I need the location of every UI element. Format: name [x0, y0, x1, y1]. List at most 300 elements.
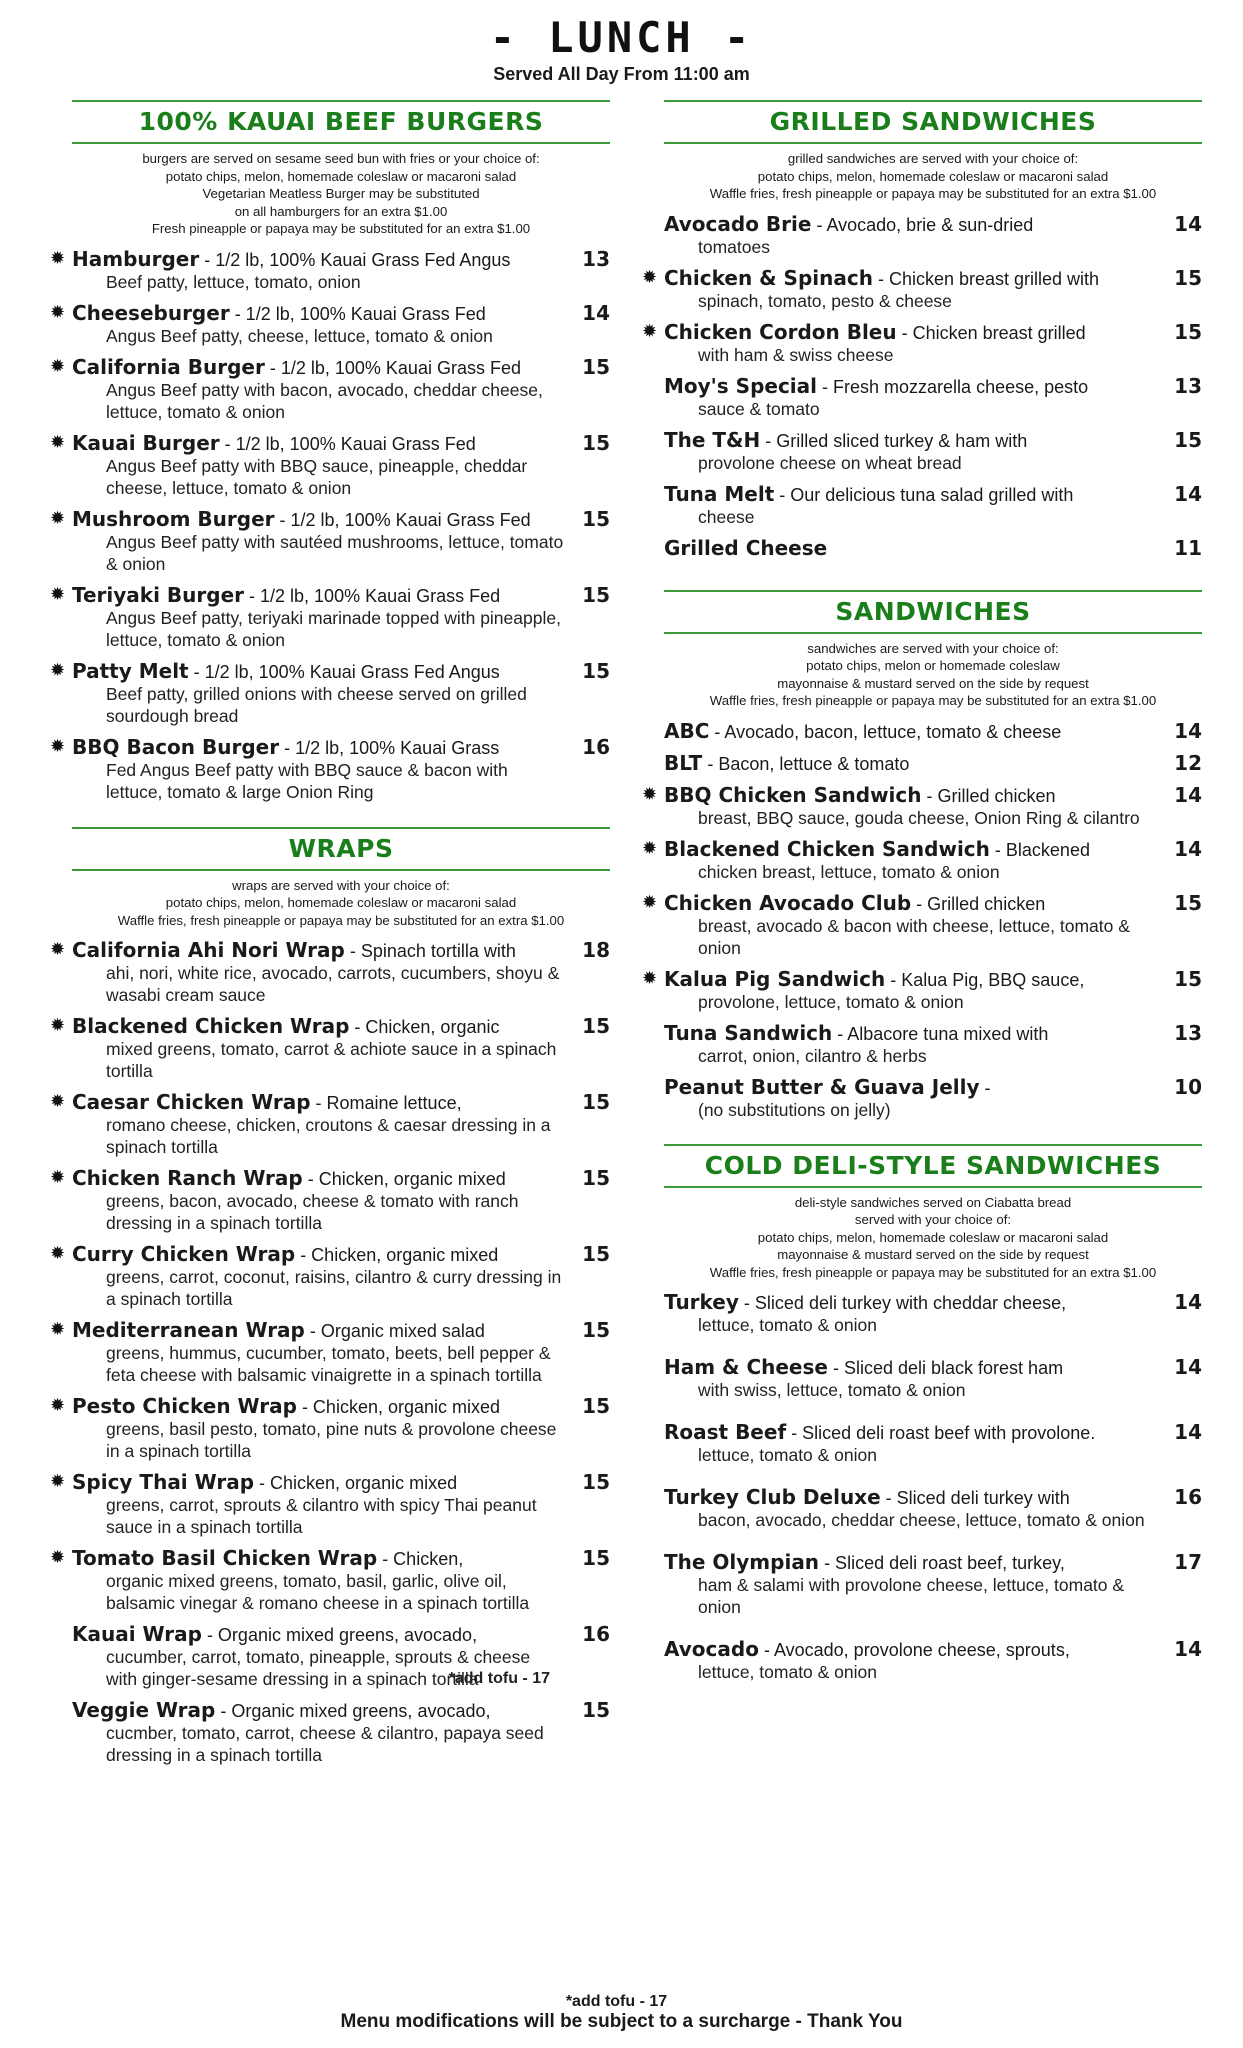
item-desc: - Sliced deli roast beef, turkey,: [819, 1553, 1065, 1573]
item-line: [664, 1022, 1202, 1045]
item-price: 13: [582, 246, 610, 271]
item-line: [664, 892, 1202, 915]
item-line: [72, 1167, 610, 1190]
menu-subtitle: Served All Day From 11:00 am: [493, 64, 750, 84]
item-desc-cont: Beef patty, lettuce, tomato, onion: [106, 271, 361, 292]
item-line: [72, 1547, 610, 1570]
item-desc-cont: lettuce, tomato & onion: [698, 1445, 877, 1465]
menu-item: [50, 939, 610, 1006]
item-desc-cont: cheese: [698, 506, 755, 527]
item-desc-cont: Angus Beef patty, teriyaki marinade topped with pineapple, lettuce, tomato & onion: [106, 607, 561, 650]
menu-item: [50, 1471, 610, 1538]
item-desc: - Our delicious tuna salad grilled with: [774, 484, 1074, 505]
burst-icon: ✹: [50, 301, 66, 323]
menu-item: [642, 784, 1202, 829]
item-desc-cont: greens, carrot, coconut, raisins, cilantro & curry dressing in a spinach tortilla: [106, 1267, 562, 1309]
item-desc: -: [979, 1077, 991, 1098]
item-price: 16: [1174, 1485, 1202, 1509]
item-desc: - 1/2 lb, 100% Kauai Grass: [279, 737, 500, 758]
item-price: 13: [1174, 1020, 1202, 1045]
item-price: 16: [582, 734, 610, 759]
section-title: 100% KAUAI BEEF BURGERS: [138, 107, 544, 136]
menu-item: [50, 1395, 610, 1462]
burst-icon: ✹: [50, 1091, 66, 1112]
item-line: [72, 1243, 610, 1266]
item-desc: - Sliced deli black forest ham: [827, 1358, 1064, 1378]
burst-icon: ✹: [50, 659, 66, 681]
item-name: Avocado Brie: [664, 211, 812, 236]
item-desc-cont: provolone, lettuce, tomato & onion: [698, 991, 964, 1012]
menu-item: [50, 1623, 610, 1690]
item-price: 17: [1174, 1550, 1202, 1574]
item-price: 15: [582, 1242, 610, 1266]
item-line: [664, 838, 1202, 861]
section-wraps: [50, 827, 610, 1767]
burst-icon: ✹: [50, 735, 66, 757]
item-price: 11: [1174, 535, 1202, 560]
menu-item: [642, 1638, 1202, 1683]
item-price: 15: [1174, 966, 1202, 991]
item-price: 14: [1174, 1420, 1202, 1444]
menu-item: [642, 213, 1202, 258]
item-name: Kauai Burger: [72, 430, 220, 455]
menu-item: [50, 1547, 610, 1614]
menu-item: [50, 660, 610, 727]
item-price: 18: [582, 938, 610, 962]
menu-item: [642, 1486, 1202, 1531]
item-desc-cont: Fed Angus Beef patty with BBQ sauce & bacon with lettuce, tomato & large Onion Ring: [106, 759, 508, 802]
item-desc: - 1/2 lb, 100% Kauai Grass Fed: [264, 357, 521, 378]
item-line: [72, 584, 610, 607]
note-line: potato chips, melon or homemade coleslaw: [806, 658, 1060, 673]
item-desc: - Grilled chicken: [911, 893, 1046, 914]
item-desc-cont: lettuce, tomato & onion: [698, 1662, 877, 1682]
item-name: Chicken Avocado Club: [664, 890, 912, 915]
item-line: [664, 1356, 1202, 1379]
burst-icon: ✹: [50, 939, 66, 960]
note-line: Vegetarian Meatless Burger may be substituted: [202, 186, 480, 201]
section-note: [664, 150, 1202, 203]
note-line: mayonnaise & mustard served on the side by request: [777, 1247, 1089, 1262]
item-desc: - Grilled sliced turkey & ham with: [760, 430, 1028, 451]
item-price: 15: [582, 506, 610, 531]
burst-icon: ✹: [50, 1395, 66, 1416]
item-name: Tuna Melt: [664, 481, 775, 506]
item-desc-cont: Angus Beef patty with bacon, avocado, cheddar cheese, lettuce, tomato & onion: [106, 379, 543, 422]
item-desc: - Organic mixed greens, avocado,: [215, 1701, 491, 1721]
item-line: [72, 1015, 610, 1038]
item-name: Caesar Chicken Wrap: [72, 1090, 311, 1114]
item-line: [72, 1623, 610, 1646]
section-title: COLD DELI-STYLE SANDWICHES: [704, 1150, 1162, 1180]
item-desc-cont: greens, hummus, cucumber, tomato, beets, bell pepper & feta cheese with balsamic vinaigrette in a spinach tortilla: [106, 1343, 551, 1385]
item-desc-cont: (no substitutions on jelly): [698, 1099, 891, 1120]
item-desc: - Chicken, organic: [349, 1017, 500, 1037]
right-column: [642, 100, 1202, 1692]
item-desc: - Sliced deli roast beef with provolone.: [786, 1423, 1096, 1443]
item-desc-cont: Beef patty, grilled onions with cheese served on grilled sourdough bread: [106, 683, 527, 726]
item-line: [664, 1291, 1202, 1314]
note-line: Waffle fries, fresh pineapple or papaya may be substituted for an extra $1.00: [709, 186, 1157, 201]
item-desc: - Sliced deli turkey with: [880, 1488, 1070, 1508]
item-name: Blackened Chicken Wrap: [72, 1014, 350, 1038]
item-desc: - Albacore tuna mixed with: [832, 1023, 1049, 1044]
item-price: 15: [582, 1166, 610, 1190]
item-price: 14: [1174, 718, 1202, 743]
item-name: Roast Beef: [664, 1420, 787, 1444]
surcharge-note: Menu modifications will be subject to a surcharge - Thank You: [340, 2011, 903, 2032]
item-name: Tuna Sandwich: [664, 1020, 833, 1045]
item-line: [664, 429, 1202, 452]
item-price: 15: [582, 1014, 610, 1038]
burst-icon: ✹: [50, 247, 66, 269]
item-desc-cont: tomatoes: [698, 236, 770, 257]
item-line: [72, 1395, 610, 1418]
burst-icon: ✹: [50, 1243, 66, 1264]
menu-item: [50, 584, 610, 651]
item-name: Hamburger: [72, 246, 200, 271]
burst-icon: ✹: [642, 837, 658, 859]
item-desc: - Organic mixed salad: [304, 1321, 485, 1341]
burst-icon: ✹: [50, 1319, 66, 1340]
item-desc-cont: provolone cheese on wheat bread: [698, 452, 962, 473]
item-desc: - Grilled chicken: [921, 785, 1056, 806]
menu-item: [642, 1356, 1202, 1401]
menu-item: [50, 302, 610, 347]
item-line: [664, 720, 1202, 743]
item-line: [664, 321, 1202, 344]
burst-icon: ✹: [50, 1547, 66, 1568]
menu-item: [50, 1699, 610, 1766]
note-line: served with your choice of:: [854, 1212, 1012, 1227]
menu-item: [642, 537, 1202, 560]
item-name: Tomato Basil Chicken Wrap: [72, 1546, 378, 1570]
item-name: Kauai Wrap: [72, 1622, 202, 1646]
section-header: [72, 827, 610, 871]
item-price: 14: [1174, 782, 1202, 807]
item-price: 16: [582, 1622, 610, 1646]
item-price: 15: [582, 354, 610, 379]
item-price: 14: [582, 300, 610, 325]
note-line: sandwiches are served with your choice of:: [807, 640, 1059, 656]
item-price: 13: [1174, 373, 1202, 398]
item-desc-cont: greens, carrot, sprouts & cilantro with spicy Thai peanut sauce in a spinach tortilla: [106, 1495, 537, 1537]
item-desc-cont: mixed greens, tomato, carrot & achiote sauce in a spinach tortilla: [106, 1039, 557, 1081]
item-price: 14: [1174, 1637, 1202, 1661]
menu-item: [642, 1291, 1202, 1336]
item-name: BLT: [664, 750, 703, 775]
item-desc-cont: breast, BBQ sauce, gouda cheese, Onion Ring & cilantro: [698, 807, 1140, 828]
item-desc-cont: breast, avocado & bacon with cheese, lettuce, tomato & onion: [698, 915, 1130, 958]
item-name: Turkey: [664, 1290, 739, 1314]
section-burgers: [50, 100, 610, 803]
item-desc: - Romaine lettuce,: [310, 1093, 462, 1113]
item-price: 14: [1174, 1290, 1202, 1314]
note-line: potato chips, melon, homemade coleslaw or macaroni salad: [165, 168, 517, 184]
item-desc: - 1/2 lb, 100% Kauai Grass Fed: [274, 509, 531, 530]
item-line: [72, 736, 610, 759]
section-header: [664, 100, 1202, 144]
item-name: Blackened Chicken Sandwich: [664, 836, 990, 861]
item-desc: - 1/2 lb, 100% Kauai Grass Fed: [244, 585, 501, 606]
burst-icon: ✹: [50, 1167, 66, 1188]
item-desc: - Avocado, brie & sun-dried: [811, 214, 1034, 235]
note-line: on all hamburgers for an extra $1.00: [234, 203, 448, 219]
item-desc: - Chicken, organic mixed: [295, 1245, 499, 1265]
menu-item: [50, 736, 610, 803]
item-name: Moy's Special: [664, 373, 818, 398]
burst-icon: ✹: [642, 891, 658, 913]
item-name: The T&H: [664, 427, 761, 452]
burst-icon: ✹: [50, 507, 66, 529]
section-title: GRILLED SANDWICHES: [769, 107, 1097, 136]
item-price: 15: [582, 582, 610, 607]
item-desc-cont: Angus Beef patty with BBQ sauce, pineapple, cheddar cheese, lettuce, tomato & onion: [106, 455, 528, 498]
item-line: [664, 1551, 1202, 1574]
item-line: [72, 356, 610, 379]
menu-item: [642, 1421, 1202, 1466]
burst-icon: ✹: [50, 355, 66, 377]
item-name: Pesto Chicken Wrap: [72, 1394, 297, 1418]
item-name: Curry Chicken Wrap: [72, 1242, 296, 1266]
item-price: 10: [1174, 1074, 1202, 1099]
note-line: potato chips, melon, homemade coleslaw or macaroni salad: [757, 168, 1109, 184]
note-line: grilled sandwiches are served with your choice of:: [787, 151, 1079, 166]
menu-item: [50, 1015, 610, 1082]
item-price: 15: [582, 1318, 610, 1342]
item-name: Chicken Ranch Wrap: [72, 1166, 303, 1190]
item-price: 15: [582, 658, 610, 683]
note-line: wraps are served with your choice of:: [232, 877, 450, 893]
item-price: 15: [582, 1698, 610, 1722]
item-desc: - Blackened: [989, 839, 1090, 860]
item-name: Mushroom Burger: [72, 506, 275, 531]
item-price: 14: [1174, 481, 1202, 506]
item-name: Avocado: [664, 1637, 759, 1661]
item-name: Veggie Wrap: [72, 1698, 216, 1722]
burst-icon: ✹: [50, 431, 66, 453]
item-desc-cont: greens, basil pesto, tomato, pine nuts & provolone cheese in a spinach tortilla: [106, 1419, 557, 1461]
item-name: Spicy Thai Wrap: [72, 1470, 255, 1494]
section-note: [72, 150, 610, 238]
item-desc-cont: with ham & swiss cheese: [698, 344, 894, 365]
item-desc-cont: greens, bacon, avocado, cheese & tomato with ranch dressing in a spinach tortilla: [106, 1191, 519, 1233]
item-desc-cont: bacon, avocado, cheddar cheese, lettuce, tomato & onion: [698, 1510, 1145, 1530]
item-name: Teriyaki Burger: [72, 582, 245, 607]
burst-icon: ✹: [50, 583, 66, 605]
item-tofu-note: *add tofu - 17: [448, 1670, 550, 1687]
burst-icon: ✹: [50, 1015, 66, 1036]
menu-item: [642, 483, 1202, 528]
item-line: [72, 1471, 610, 1494]
item-line: [664, 267, 1202, 290]
section-note: [664, 1194, 1202, 1282]
item-line: [664, 784, 1202, 807]
item-desc: - Chicken breast grilled: [896, 322, 1086, 343]
item-line: [72, 432, 610, 455]
item-desc: - Organic mixed greens, avocado,: [201, 1625, 478, 1645]
item-desc-cont: ham & salami with provolone cheese, lettuce, tomato & onion: [698, 1575, 1125, 1617]
item-price: 15: [582, 430, 610, 455]
menu-item: [50, 1243, 610, 1310]
item-line: [72, 302, 610, 325]
item-desc: - Bacon, lettuce & tomato: [702, 753, 910, 774]
menu-item: [642, 968, 1202, 1013]
menu-footer: [0, 1993, 1243, 2033]
item-desc: - 1/2 lb, 100% Kauai Grass Fed Angus: [199, 249, 511, 270]
note-line: Waffle fries, fresh pineapple or papaya may be substituted for an extra $1.00: [709, 1264, 1157, 1280]
item-line: [664, 483, 1202, 506]
item-name: California Ahi Nori Wrap: [72, 938, 345, 962]
note-line: burgers are served on sesame seed bun with fries or your choice of:: [142, 151, 540, 166]
item-price: 14: [1174, 211, 1202, 236]
item-name: The Olympian: [664, 1550, 820, 1574]
menu-item: [50, 508, 610, 575]
item-name: ABC: [664, 718, 710, 743]
item-desc-cont: ahi, nori, white rice, avocado, carrots, cucumbers, shoyu & wasabi cream sauce: [106, 963, 560, 1005]
item-name: Kalua Pig Sandwich: [664, 966, 886, 991]
item-desc: - Chicken breast grilled with: [872, 268, 1100, 289]
item-line: [72, 660, 610, 683]
burst-icon: ✹: [642, 967, 658, 989]
item-line: [664, 1421, 1202, 1444]
item-price: 14: [1174, 1355, 1202, 1379]
item-desc-cont: Angus Beef patty with sautéed mushrooms, lettuce, tomato & onion: [106, 531, 564, 574]
menu-item: [642, 429, 1202, 474]
item-price: 15: [582, 1090, 610, 1114]
item-price: 15: [582, 1394, 610, 1418]
item-desc-cont: cucmber, tomato, carrot, cheese & cilantro, papaya seed dressing in a spinach tortilla: [106, 1723, 544, 1765]
item-name: BBQ Chicken Sandwich: [664, 782, 922, 807]
item-name: BBQ Bacon Burger: [72, 734, 280, 759]
item-desc-cont: lettuce, tomato & onion: [698, 1315, 877, 1335]
item-line: [72, 508, 610, 531]
section-title: SANDWICHES: [835, 596, 1031, 626]
item-price: 12: [1174, 750, 1202, 775]
item-name: Mediterranean Wrap: [72, 1318, 305, 1342]
item-line: [664, 537, 1202, 560]
item-price: 15: [1174, 265, 1202, 290]
item-desc: - Avocado, provolone cheese, sprouts,: [758, 1640, 1070, 1660]
item-desc: - 1/2 lb, 100% Kauai Grass Fed Angus: [188, 661, 500, 682]
item-desc: - Chicken, organic mixed: [254, 1473, 458, 1493]
item-desc: - Spinach tortilla with: [344, 941, 516, 961]
burst-icon: ✹: [642, 783, 658, 805]
menu-item: [642, 1551, 1202, 1618]
item-line: [664, 1076, 1202, 1099]
item-price: 15: [1174, 427, 1202, 452]
item-price: 15: [1174, 319, 1202, 344]
menu-item: [50, 432, 610, 499]
item-line: [664, 1486, 1202, 1509]
item-name: Patty Melt: [72, 658, 189, 683]
menu-item: [642, 267, 1202, 312]
item-desc: - Chicken,: [377, 1549, 464, 1569]
item-desc-cont: sauce & tomato: [698, 398, 820, 419]
item-line: [72, 1699, 610, 1722]
section-grilled-sandwiches: [642, 100, 1202, 560]
menu-item: [50, 1167, 610, 1234]
item-desc: - Kalua Pig, BBQ sauce,: [885, 969, 1085, 990]
menu-item: [50, 356, 610, 423]
item-name: Peanut Butter & Guava Jelly: [664, 1074, 980, 1099]
menu-title: - LUNCH -: [489, 13, 754, 62]
item-name: Ham & Cheese: [664, 1355, 828, 1379]
item-price: 15: [582, 1470, 610, 1494]
note-line: Waffle fries, fresh pineapple or papaya may be substituted for an extra $1.00: [709, 693, 1157, 708]
item-desc-cont: organic mixed greens, tomato, basil, garlic, olive oil, balsamic vinegar & romano cheese in a spinach tortilla: [106, 1571, 530, 1613]
section-sandwiches: [642, 590, 1202, 1121]
item-line: [664, 213, 1202, 236]
menu-item: [50, 1091, 610, 1158]
item-name: Turkey Club Deluxe: [664, 1485, 881, 1509]
item-desc-cont: chicken breast, lettuce, tomato & onion: [698, 861, 1000, 882]
note-line: potato chips, melon, homemade coleslaw or macaroni salad: [165, 895, 517, 910]
menu-item: [50, 1319, 610, 1386]
section-header: [664, 590, 1202, 634]
item-line: [664, 375, 1202, 398]
item-price: 14: [1174, 836, 1202, 861]
menu-item: [642, 752, 1202, 775]
menu-item: [642, 720, 1202, 743]
item-desc: - Fresh mozzarella cheese, pesto: [817, 376, 1089, 397]
note-line: Waffle fries, fresh pineapple or papaya may be substituted for an extra $1.00: [117, 912, 565, 928]
menu-item: [642, 1022, 1202, 1067]
section-note: [664, 640, 1202, 710]
item-line: [72, 1091, 610, 1114]
note-line: potato chips, melon, homemade coleslaw or macaroni salad: [757, 1229, 1109, 1245]
item-desc: - 1/2 lb, 100% Kauai Grass Fed: [229, 303, 486, 324]
menu-item: [642, 892, 1202, 959]
section-title: WRAPS: [288, 833, 394, 863]
left-column: [50, 100, 610, 1775]
item-desc: - Chicken, organic mixed: [296, 1397, 501, 1417]
note-line: Fresh pineapple or papaya may be substituted for an extra $1.00: [151, 221, 531, 236]
item-desc-cont: cucumber, carrot, tomato, pineapple, sprouts & cheese with ginger-sesame dressing in a spinach tortilla: [106, 1647, 531, 1689]
item-name: Chicken & Spinach: [664, 265, 873, 290]
note-line: deli-style sandwiches served on Ciabatta bread: [794, 1194, 1072, 1210]
item-line: [72, 1319, 610, 1342]
menu-header: [0, 14, 1243, 85]
burst-icon: ✹: [642, 266, 658, 288]
burst-icon: ✹: [50, 1471, 66, 1492]
menu-item: [642, 838, 1202, 883]
burst-icon: ✹: [642, 320, 658, 342]
item-desc-cont: with swiss, lettuce, tomato & onion: [698, 1380, 966, 1400]
item-desc-cont: carrot, onion, cilantro & herbs: [698, 1045, 927, 1066]
section-header: [72, 100, 610, 144]
item-desc-cont: Angus Beef patty, cheese, lettuce, tomato & onion: [106, 325, 493, 346]
item-desc: - Avocado, bacon, lettuce, tomato & cheese: [709, 721, 1062, 742]
item-price: 15: [582, 1546, 610, 1570]
item-name: Chicken Cordon Bleu: [664, 319, 897, 344]
item-name: Grilled Cheese: [664, 535, 828, 560]
menu-item: [642, 375, 1202, 420]
item-desc: - 1/2 lb, 100% Kauai Grass Fed: [219, 433, 476, 454]
section-header: [664, 1144, 1202, 1188]
item-line: [72, 248, 610, 271]
section-deli-sandwiches: [642, 1144, 1202, 1684]
menu-item: [50, 248, 610, 293]
item-line: [664, 968, 1202, 991]
item-name: Cheeseburger: [72, 300, 230, 325]
veggie-tofu-note: *add tofu - 17: [565, 1993, 668, 2010]
menu-item: [642, 321, 1202, 366]
item-desc: - Chicken, organic mixed: [302, 1169, 506, 1189]
item-desc-cont: romano cheese, chicken, croutons & caesar dressing in a spinach tortilla: [106, 1115, 551, 1157]
section-note: [72, 877, 610, 930]
note-line: mayonnaise & mustard served on the side by request: [777, 675, 1089, 691]
